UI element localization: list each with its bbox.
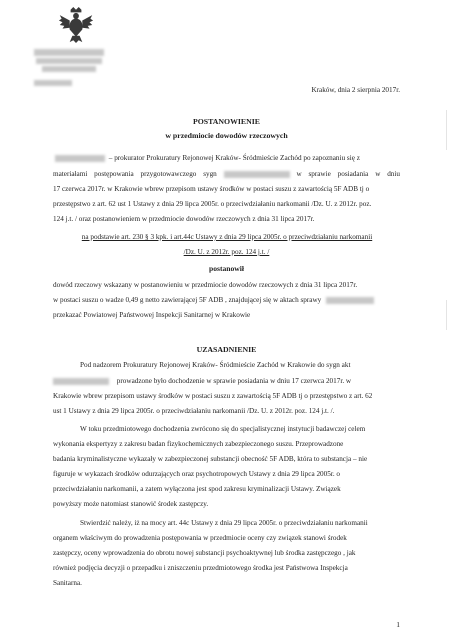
decision-line-2: w postaci suszu o wadze 0,49 g netto zawierającej 5F ADB , znajdującej się w aktach sprawy [53,296,374,305]
intro-line-2: materiałami postępowania przygotowawczego sygn w sprawie posiadania w dniu [53,170,400,178]
document-title: POSTANOWIENIE [192,117,260,126]
justification-p3-line-3: zastępczy, oceny wprowadzenia do obrotu nowej substancji psychoaktywnej lub środka zastępczego , jak [53,549,356,557]
justification-p3-line-4: również podjęcia decyzji o przepadku i zniszczeniu przedmiotowego środka jest Państwowa Inspekcja [53,564,348,572]
justification-title: UZASADNIENIE [196,345,257,354]
justification-p1-line-2: prowadzone było dochodzenie w sprawie posiadania w dniu 17 czerwca 2017r. w [53,377,351,386]
redacted-office-header [42,66,96,72]
scan-edge-mark [446,110,447,150]
intro-line-3: 17 czerwca 2017r. w Krakowie wbrew przepisom ustawy środków w postaci suszu z zawartością 5F ADB tj o [53,185,370,193]
legal-basis-line-1: na podstawie art. 230 § 3 kpk. i art.44c Ustawy z dnia 29 lipca 2005r. o przeciwdziałaniu narkomanii [81,233,373,241]
justification-p1-line-4: ust 1 Ustawy z dnia 29 lipca 2005r. o przeciwdziałaniu narkomanii /Dz. U. z 2012r. poz. 124 j.t. /. [53,407,335,415]
legal-basis-line-2: /Dz. U. z 2012r. poz. 124 j.t. / [183,248,270,256]
decision-word: postanowił [208,264,245,273]
justification-p2-line-1: W toku przedmiotowego dochodzenia zwrócono się do specjalistycznej instytucji badawczej celem [80,425,366,433]
intro-line-4: przestępstwo z art. 62 ust 1 Ustawy z dnia 29 lipca 2005r. o przeciwdziałaniu narkomanii /Dz. U. z 2012r. poz. [53,200,372,208]
justification-p1-line-1: Pod nadzorem Prokuratury Rejonowej Kraków- Śródmieście Zachód w Krakowie do sygn akt [80,361,351,369]
redacted-case-signature [224,171,290,178]
justification-p3-line-5: Sanitarna. [53,579,82,587]
intro-line-1: – prokurator Prokuratury Rejonowej Kraków- Śródmieście Zachód po zapoznaniu się z [53,154,400,163]
justification-p2-line-5: przeciwdziałaniu narkomanii, a zatem wyłączona jest spod zakresu kryminalizacji Ustawy. Związek [53,485,341,493]
redacted-prosecutor-name [55,155,105,162]
justification-p3-line-1: Stwierdzić należy, iż na mocy art. 44c Ustawy z dnia 29 lipca 2005r. o przeciwdziałaniu narkomanii [80,519,368,527]
place-date: Kraków, dnia 2 sierpnia 2017r. [311,86,400,94]
justification-p2-line-4: figuruje w wykazach środków odurzających oraz psychotropowych Ustawy z dnia 29 lipca 2005r. o [53,470,341,478]
scan-edge-mark [446,300,447,330]
justification-p2-line-2: wykonania ekspertyzy z zakresu badan fizykochemicznych zabezpieczonego suszu. Przeprowadzone [53,440,344,448]
redacted-case-signature [53,378,109,385]
justification-p1-line-3: Krakowie wbrew przepisom ustawy środków w postaci suszu z zawartością 5F ADB tj o przestępstwo z art. 62 [53,392,373,400]
document-subtitle: w przedmiocie dowodów rzeczowych [165,131,288,140]
intro-line-5: 124 j.t. / oraz postanowieniem w przedmiocie dowodów rzeczowych z dnia 31 lipca 2017r. [53,215,315,223]
justification-p2-line-6: powyższy może natomiast stanowić środek zastępczy. [53,500,209,508]
decision-line-3: przekazać Powiatowej Państwowej Inspekcji Sanitarnej w Krakowie [53,311,251,319]
eagle-emblem-icon [58,6,94,44]
redacted-case-reference [326,297,374,304]
justification-p3-line-2: organem właściwym do prowadzenia postępowania w przedmiocie oceny czy związek stanowi środek [53,534,347,542]
decision-line-1: dowód rzeczowy wskazany w postanowieniu w przedmiocie dowodów rzeczowych z dnia 31 lipca 2017r. [53,281,358,289]
redacted-office-header [34,49,104,56]
page-number: 1 [396,620,400,629]
redacted-case-number [34,80,72,86]
justification-p2-line-3: badania kryminalistyczne wykazały w zabezpieczonej substancji obecność 5F ADB, która to substancja – nie [53,455,368,463]
redacted-office-header [36,58,102,64]
